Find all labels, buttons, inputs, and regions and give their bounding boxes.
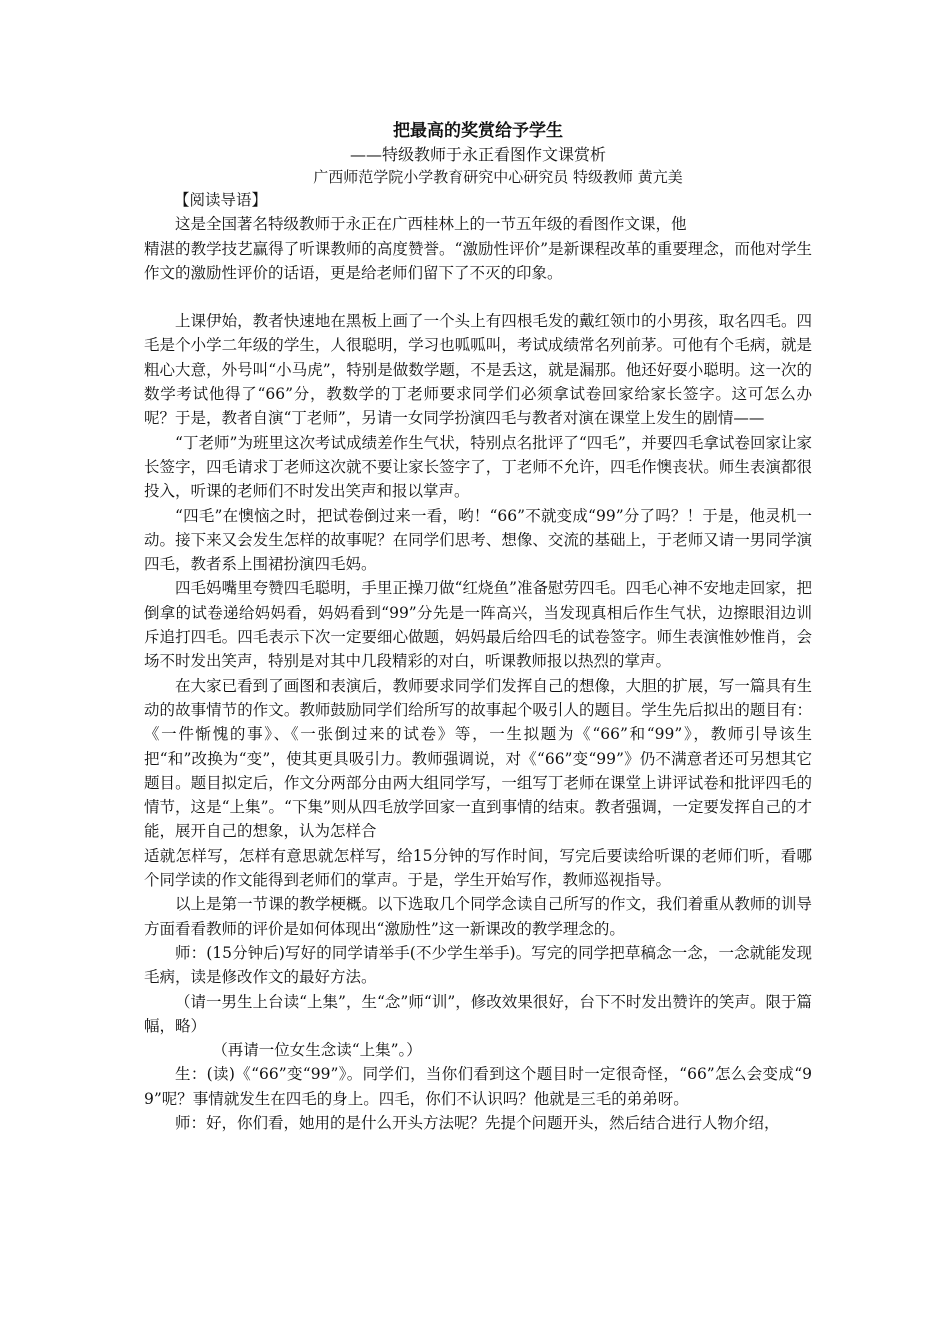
guide-text-continued: 精湛的教学技艺赢得了听课教师的高度赞誉。“激励性评价”是新课程改革的重要理念，而他对学生作文的激励性评价的话语，更是给老师们留下了不灭的印象。 <box>144 239 812 282</box>
document-page <box>144 120 812 1135</box>
body-paragraph-continued: 适就怎样写，怎样有意思就怎样写，给15分钟的写作时间，写完后要读给听课的老师们听，看哪个同学读的作文能得到老师们的掌声。于是，学生开始写作，教师巡视指导。 <box>144 846 812 890</box>
document-subtitle: ——特级教师于永正看图作文课赏析 <box>349 145 606 164</box>
document-title: 把最高的奖赏给予学生 <box>393 121 563 141</box>
body-paragraph: 上课伊始，教者快速地在黑板上画了一个头上有四根毛发的戴红领巾的小男孩，取名四毛。四毛是个小学二年级的学生，人很聪明，学习也呱呱叫，考试成绩常名列前茅。可他有个毛病，就是粗心大意，外号叫“小马虎”，特别是做数学题，不是丢这，就是漏那。他还好耍小聪明。这一次的数学考试他得了“66”分，教数学的丁老师要求同学们必须拿试卷回家给家长签字。这可怎么办呢？于是，教者自演“丁老师”，另请一女同学扮演四毛与教者对演在课堂上发生的剧情—— <box>144 312 812 428</box>
section-gap <box>144 285 812 309</box>
guide-label: 【阅读导语】 <box>174 191 268 209</box>
body-paragraph: 生：(读)《“66”变“99”》。同学们，当你们看到这个题目时一定很奇怪，“66”怎么会变成“99”呢？事情就发生在四毛的身上。四毛，你们不认识吗？他就是三毛的弟弟呀。 <box>144 1065 812 1108</box>
body-paragraph: 在大家已看到了画图和表演后，教师要求同学们发挥自己的想像，大胆的扩展，写一篇具有生动的故事情节的作文。教师鼓励同学们给所写的故事起个吸引人的题目。学生先后拟出的题目有：《一件惭愧的事》、《一张倒过来的试卷》等，一生拟题为《“66”和“99”》，教师引导该生把“和”改换为“变”，使其更具吸引力。教师强调说，对《“66”变“99”》仍不满意者还可另想其它题目。题目拟定后，作文分两部分由两大组同学写，一组写丁老师在课堂上讲评试卷和批评四毛的情节，这是“上集”。“下集”则从四毛放学回家一直到事情的结束。教者强调，一定要发挥自己的才能，展开自己的想象，认为怎样合 <box>144 676 812 841</box>
body-paragraph: 师：好，你们看，她用的是什么开头方法呢？先提个问题开头，然后结合进行人物介绍， <box>175 1113 780 1132</box>
body-paragraph: “丁老师”为班里这次考试成绩差作生气状，特别点名批评了“四毛”，并要四毛拿试卷回家让家长签字，四毛请求丁老师这次就不要让家长签字了，丁老师不允许，四毛作懊丧状。师生表演都很投入，听课的老师们不时发出笑声和报以掌声。 <box>144 433 812 501</box>
guide-text-line-1: 这是全国著名特级教师于永正在广西桂林上的一节五年级的看图作文课，他 <box>175 215 687 234</box>
body-paragraph: 以上是第一节课的教学梗概。以下选取几个同学念读自己所写的作文，我们着重从教师的训导方面看看教师的评价是如何体现出“激励性”这一新课改的教学理念的。 <box>144 895 812 938</box>
body-paragraph: 四毛妈嘴里夸赞四毛聪明，手里正操刀做“红烧鱼”准备慰劳四毛。四毛心神不安地走回家，把倒拿的试卷递给妈妈看，妈妈看到“99”分先是一阵高兴，当发现真相后作生气状，边擦眼泪边训斥追打四毛。四毛表示下次一定要细心做题，妈妈最后给四毛的试卷签字。师生表演惟妙惟肖，会场不时发出笑声，特别是对其中几段精彩的对白，听课教师报以热烈的掌声。 <box>144 579 812 671</box>
body-paragraph: （再请一位女生念读“上集”。） <box>212 1041 422 1060</box>
document-author: 广西师范学院小学教育研究中心研究员 特级教师 黄亢美 <box>313 168 683 186</box>
body-paragraph: “四毛”在懊恼之时，把试卷倒过来一看，哟！“66”不就变成“99”分了吗？！于是，他灵机一动。接下来又会发生怎样的故事呢？在同学们思考、想像、交流的基础上，于老师又请一男同学演四毛，教者系上围裙扮演四毛妈。 <box>144 506 812 574</box>
body-paragraph: （请一男生上台读“上集”，生“念”师“训”，修改效果很好，台下不时发出赞许的笑声。限于篇幅，略） <box>144 992 812 1035</box>
body-paragraph: 师：(15分钟后)写好的同学请举手(不少学生举手)。写完的同学把草稿念一念，一念就能发现毛病，读是修改作文的最好方法。 <box>144 943 812 987</box>
